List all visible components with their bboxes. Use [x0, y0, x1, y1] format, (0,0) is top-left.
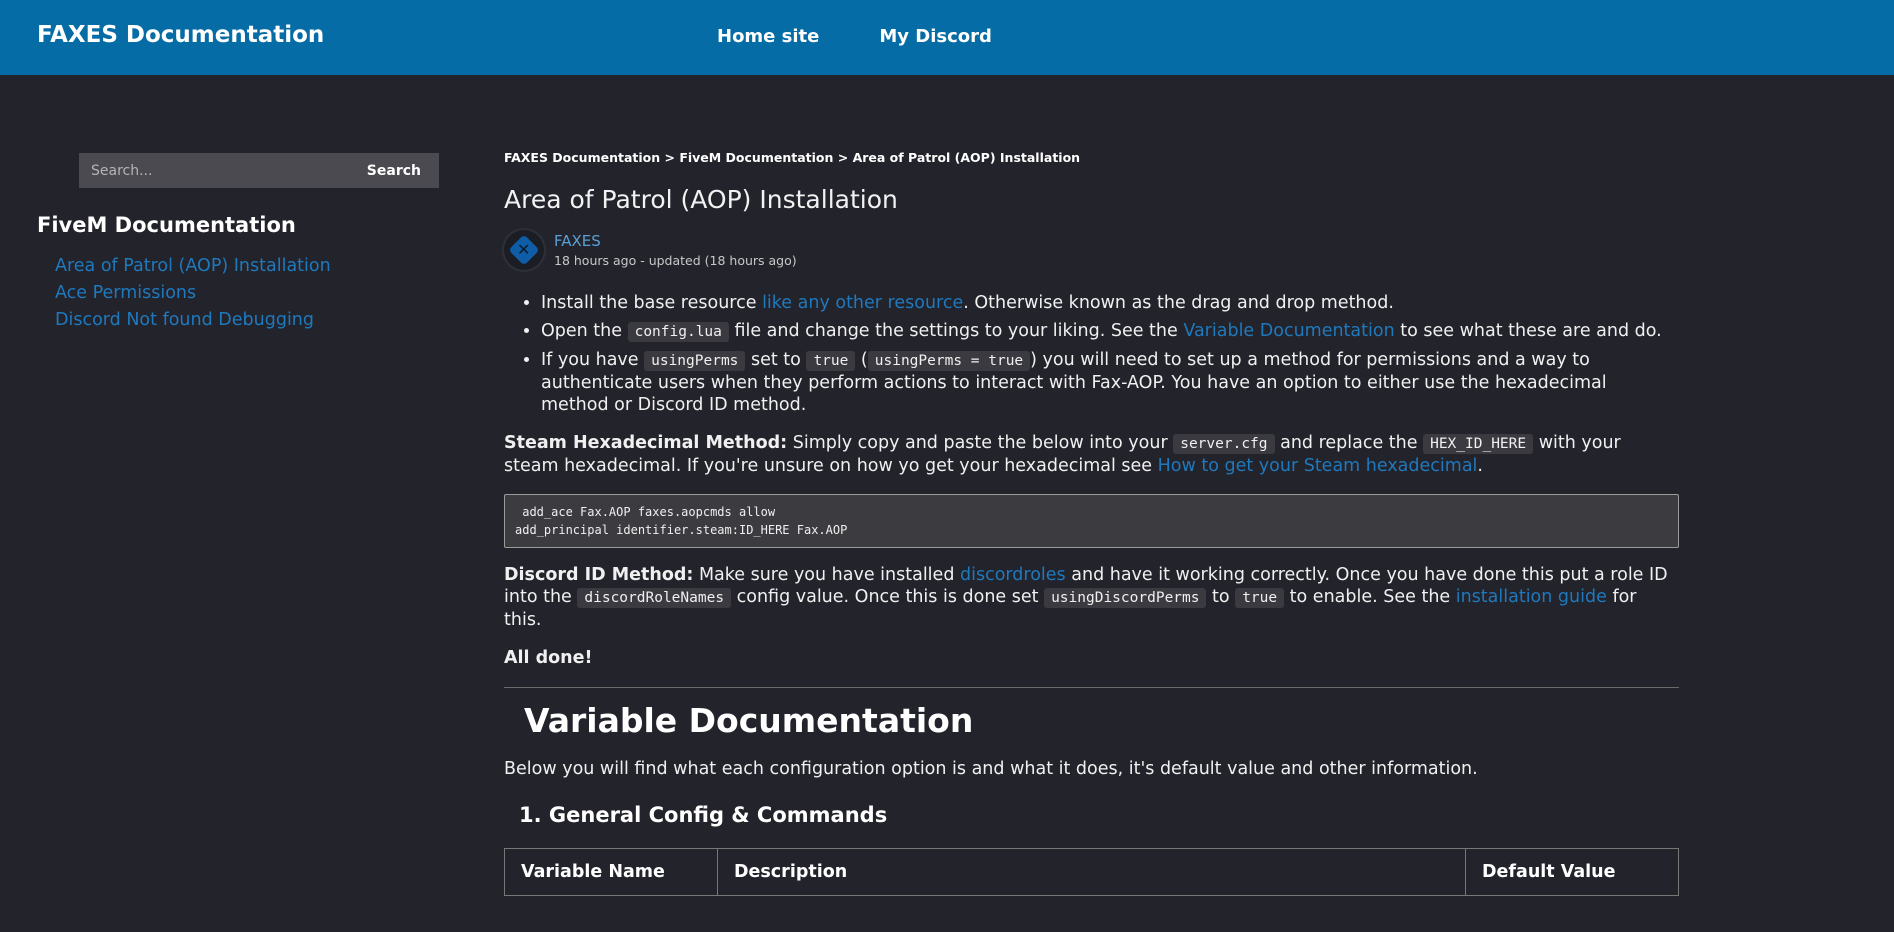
search-button[interactable]: Search	[361, 162, 439, 180]
column-header-description: Description	[718, 849, 1466, 896]
text: . Otherwise known as the drag and drop method.	[963, 293, 1394, 313]
link-steam-hexadecimal[interactable]: How to get your Steam hexadecimal	[1157, 456, 1478, 476]
divider	[504, 687, 1679, 688]
section-general-config-heading: 1. General Config & Commands	[519, 803, 888, 827]
avatar-x-icon: ✕	[517, 240, 531, 259]
discord-method-paragraph	[504, 564, 1679, 631]
column-header-variable-name: Variable Name	[505, 849, 718, 896]
list-item	[541, 320, 1679, 343]
text: and have it working correctly. Once you have done this put a role ID into the	[504, 565, 1668, 607]
variables-table	[504, 848, 1679, 896]
text: and replace the	[1274, 433, 1424, 453]
search-box	[79, 153, 439, 188]
link-installation-guide[interactable]: installation guide	[1455, 587, 1607, 607]
inline-code: true	[806, 351, 855, 371]
text: to enable. See the	[1284, 587, 1456, 607]
sidebar-links	[37, 253, 447, 334]
link-any-other-resource[interactable]: like any other resource	[762, 293, 964, 313]
inline-code: usingDiscordPerms	[1044, 588, 1206, 608]
text: (	[855, 350, 868, 370]
page-title: Area of Patrol (AOP) Installation	[504, 185, 898, 214]
breadcrumb: FAXES Documentation > FiveM Documentation > Area of Patrol (AOP) Installation	[504, 150, 1081, 165]
variable-documentation-heading: Variable Documentation	[524, 701, 974, 740]
sidebar-section-title: FiveM Documentation	[37, 213, 296, 237]
inline-code: usingPerms	[644, 351, 745, 371]
inline-code: discordRoleNames	[577, 588, 731, 608]
search-input[interactable]	[79, 162, 343, 180]
text: with your steam hexadecimal. If you're unsure on how yo get your hexadecimal see	[504, 433, 1621, 476]
list-item	[541, 292, 1679, 314]
text: to	[1206, 587, 1236, 607]
inline-code: HEX_ID_HERE	[1423, 434, 1533, 454]
site-brand[interactable]: FAXES Documentation	[37, 22, 325, 48]
text: Simply copy and paste the below into your	[787, 433, 1174, 453]
main-content	[504, 150, 1679, 896]
text: file and change the settings to your liking. See the	[728, 321, 1184, 341]
text: .	[1477, 456, 1483, 476]
list-item	[541, 349, 1679, 416]
discord-method-label: Discord ID Method:	[504, 565, 694, 585]
steam-method-paragraph	[504, 432, 1679, 477]
install-steps	[504, 292, 1679, 416]
avatar[interactable]	[504, 230, 544, 270]
text: Open the	[541, 321, 628, 341]
text: If you have	[541, 350, 645, 370]
sidebar	[37, 153, 447, 334]
top-navbar	[0, 0, 1894, 75]
author-info	[554, 232, 797, 268]
inline-code: server.cfg	[1173, 434, 1274, 454]
link-variable-documentation[interactable]: Variable Documentation	[1183, 321, 1395, 341]
sidebar-link-aop-installation[interactable]: Area of Patrol (AOP) Installation	[55, 256, 331, 276]
text: to see what these are and do.	[1394, 321, 1662, 341]
author-name-link[interactable]: FAXES	[554, 232, 601, 250]
sidebar-link-discord-debugging[interactable]: Discord Not found Debugging	[55, 310, 315, 330]
all-done-text	[504, 647, 1679, 669]
table-header-row	[505, 849, 1679, 896]
text: config value. Once this is done set	[731, 587, 1045, 607]
code-line: add_ace Fax.AOP faxes.aopcmds allow	[515, 505, 776, 519]
inline-code: true	[1235, 588, 1284, 608]
code-line: add_principal identifier.steam:ID_HERE Fax.AOP	[515, 523, 848, 537]
nav-home-site[interactable]: Home site	[717, 26, 820, 47]
nav-my-discord[interactable]: My Discord	[879, 26, 992, 47]
text: set to	[745, 350, 807, 370]
text: for this.	[504, 587, 1637, 630]
steam-method-label: Steam Hexadecimal Method:	[504, 433, 788, 453]
variable-doc-intro: Below you will find what each configuration option is and what it does, it's default value and other information.	[504, 759, 1478, 779]
sidebar-link-ace-permissions[interactable]: Ace Permissions	[55, 283, 197, 303]
top-nav	[717, 26, 992, 47]
updated-time: 18 hours ago - updated (18 hours ago)	[554, 253, 797, 268]
inline-code: config.lua	[628, 322, 729, 342]
text: Make sure you have installed	[693, 565, 960, 585]
link-discordroles[interactable]: discordroles	[960, 565, 1066, 585]
author-block	[504, 230, 1679, 270]
column-header-default-value: Default Value	[1466, 849, 1679, 896]
all-done-label: All done!	[504, 648, 593, 668]
text: ) you will need to set up a method for permissions and a way to authenticate users when they perform actions to interact with Fax-AOP. You have an option to either use the hexadecimal method or Discord ID method.	[541, 350, 1607, 415]
text: Install the base resource	[541, 293, 763, 313]
code-block[interactable]	[504, 494, 1679, 548]
inline-code: usingPerms = true	[868, 351, 1030, 371]
article-body	[504, 292, 1679, 896]
